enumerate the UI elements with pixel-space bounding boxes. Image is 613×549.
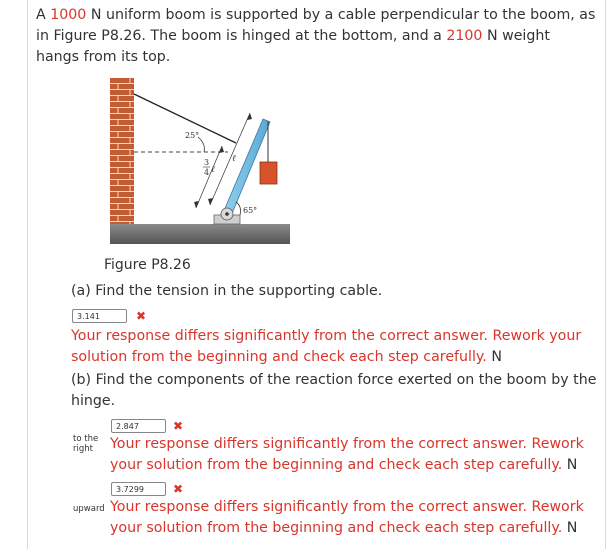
angle-25-label: 25°	[185, 131, 200, 140]
part-a-feedback	[71, 326, 599, 368]
part-b-horizontal-answer-input[interactable]: 2.847	[111, 419, 166, 433]
part-a-question: (a) Find the tension in the supporting cable.	[71, 283, 383, 299]
problem-text-1: A	[36, 7, 51, 23]
part-b-vertical-feedback	[110, 497, 600, 539]
part-b-horizontal-unit: N	[566, 457, 578, 473]
part-b-horizontal-incorrect-icon: ✖	[173, 419, 184, 433]
problem-statement	[36, 5, 596, 68]
boom-weight-value: 1000	[50, 7, 87, 23]
frame-right-border	[605, 0, 606, 549]
figure-p8-26	[100, 78, 300, 253]
part-a-incorrect-icon: ✖	[136, 309, 147, 323]
hanging-weight	[260, 162, 277, 184]
part-b-horizontal-feedback-text: Your response differs significantly from the correct answer. Rework your solution from the beginning and check each step carefully.	[110, 436, 584, 473]
problem-text-3: N weight hangs from its top.	[36, 28, 550, 65]
frame-left-border	[27, 0, 28, 549]
to-the-right-label: to the right	[73, 434, 99, 454]
brick-wall	[110, 78, 134, 224]
part-a-unit: N	[491, 349, 502, 365]
upward-label: upward	[73, 504, 105, 514]
part-b-vertical-incorrect-icon: ✖	[173, 482, 184, 496]
part-a-answer-input[interactable]: 3.141	[72, 309, 127, 323]
length-ell-label: ℓ	[232, 154, 236, 164]
part-a-feedback-text: Your response differs significantly from the correct answer. Rework your solution from the beginning and check each step carefully.	[71, 328, 582, 365]
part-b-question: (b) Find the components of the reaction force exerted on the boom by the hinge.	[71, 372, 597, 409]
part-b-vertical-answer-input[interactable]: 3.7299	[111, 482, 166, 496]
hanging-weight-value: 2100	[446, 28, 483, 44]
part-b-horizontal-feedback	[110, 434, 600, 476]
figure-caption: Figure P8.26	[104, 257, 191, 273]
part-b-vertical-feedback-text: Your response differs significantly from the correct answer. Rework your solution from the beginning and check each step carefully.	[110, 499, 584, 536]
part-b-vertical-unit: N	[566, 520, 578, 536]
ground	[110, 224, 290, 244]
problem-text-2: N uniform boom is supported by a cable perpendicular to the boom, as in Figure P8.26. The boom is hinged at the bottom, and a	[36, 7, 596, 44]
angle-65-label: 65°	[243, 206, 258, 215]
fraction-denominator: 4	[204, 168, 210, 177]
fraction-numerator: 3	[204, 158, 210, 167]
fraction-ell-label: ℓ	[211, 165, 215, 175]
